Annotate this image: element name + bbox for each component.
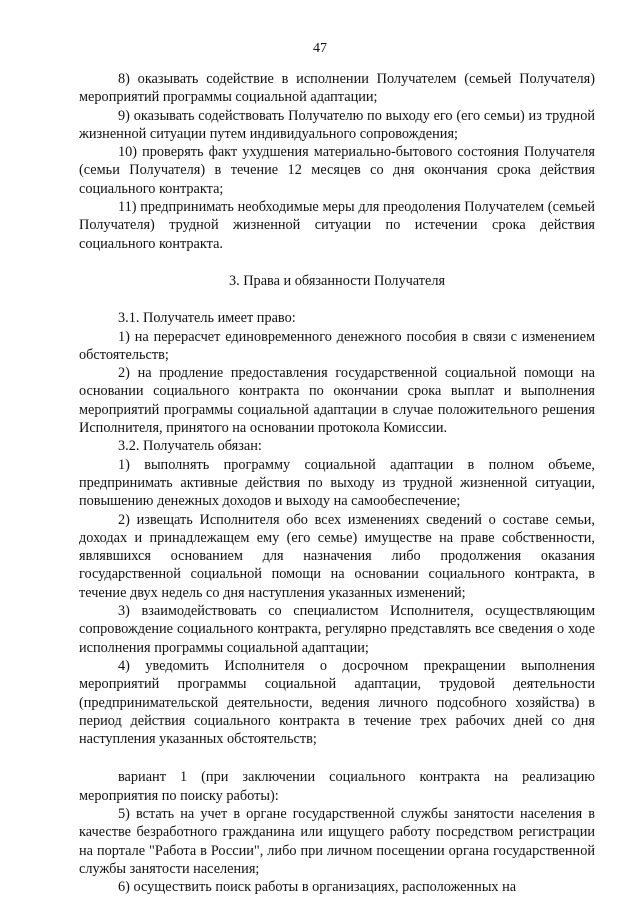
document-body bbox=[79, 70, 595, 896]
paragraph: 11) предпринимать необходимые меры для преодоления Получателем (семьей Получателя) трудной жизненной ситуации по истечении срока действия социального контракта. bbox=[79, 199, 595, 252]
page-number: 47 bbox=[313, 41, 327, 56]
paragraph: вариант 1 (при заключении социального контракта на реализацию мероприятия по поиску работы): bbox=[79, 769, 595, 804]
paragraph: 8) оказывать содействие в исполнении Получателем (семьей Получателя) мероприятий программы социальной адаптации; bbox=[79, 71, 595, 106]
paragraph: 1) на перерасчет единовременного денежного пособия в связи с изменением обстоятельств; bbox=[79, 328, 595, 363]
paragraph: 3) взаимодействовать со специалистом Исполнителя, осуществляющим сопровождение социального контракта, регулярно представлять все сведения о ходе исполнения программы социальной адаптации; bbox=[79, 603, 595, 656]
paragraph: 4) уведомить Исполнителя о досрочном прекращении выполнения мероприятий программы социальной адаптации, трудовой деятельности (предпринимательской деятельности, ведения личного подсобного хозяйства) в период действия социального контракта в течение трех рабочих дней со дня наступления указанных обстоятельств; bbox=[79, 657, 595, 748]
paragraph: 10) проверять факт ухудшения материально-бытового состояния Получателя (семьи Получателя) в течение 12 месяцев со дня окончания срока действия социального контракта; bbox=[79, 144, 595, 197]
paragraph: 5) встать на учет в органе государственной службы занятости населения в качестве безработного гражданина или ищущего работу посредством регистрации на портале "Работа в России", либо при личном посещении органа государственной службы занятости населения; bbox=[79, 805, 595, 877]
paragraph: 6) осуществить поиск работы в организациях, расположенных на bbox=[118, 879, 517, 896]
paragraph: 2) извещать Исполнителя обо всех изменениях сведений о составе семьи, доходах и принадлежащем ему (его семье) имуществе на праве собственности, являвшихся основанием для назначения либо продолжения оказания государственной социальной помощи на основании социального контракта, в течение двух недель со дня наступления указанных изменений; bbox=[79, 511, 595, 601]
paragraph: 2) на продление предоставления государственной социальной помощи на основании социального контракта по окончании срока выплат и выполнения мероприятий программы социальной адаптации в случае положительного решения Исполнителя, принятого на основании протокола Комиссии. bbox=[79, 365, 595, 437]
section-heading: 3. Права и обязанности Получателя bbox=[228, 272, 446, 289]
paragraph: 1) выполнять программу социальной адаптации в полном объеме, предпринимать активные действия по выходу из трудной жизненной ситуации, повышению денежных доходов и выходу на самообеспечение; bbox=[79, 456, 595, 510]
paragraph: 3.1. Получатель имеет право: bbox=[118, 310, 296, 327]
paragraph: 3.2. Получатель обязан: bbox=[118, 438, 262, 455]
paragraph: 9) оказывать содействовать Получателю по выходу его (его семьи) из трудной жизненной ситуации путем индивидуального сопровождения; bbox=[79, 107, 595, 142]
